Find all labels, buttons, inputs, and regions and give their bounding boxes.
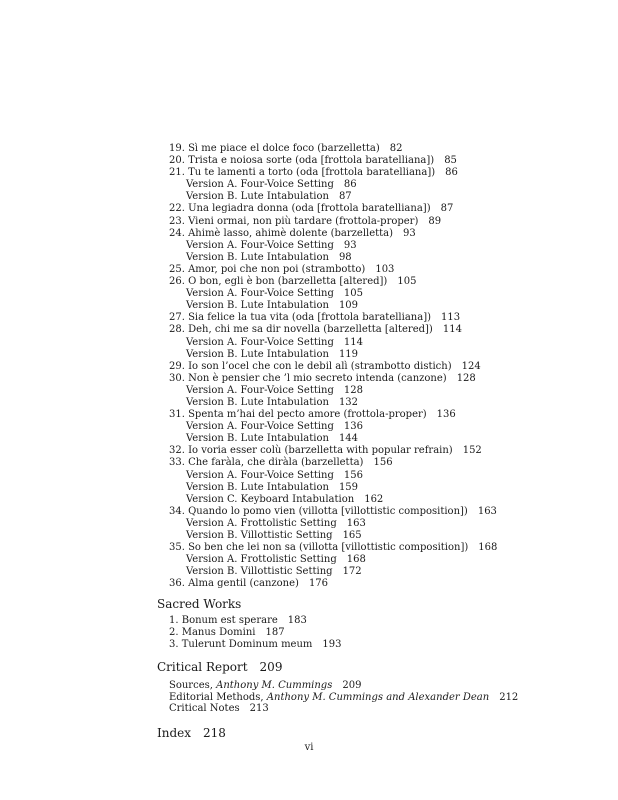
version-label: Version A. Four-Voice Setting (186, 469, 334, 481)
entry-title: 22. Una legiadra donna (oda [frottola baratelliana]) (169, 203, 431, 215)
entry-page: 168 (478, 542, 498, 554)
entry-title: 1. Bonum est sperare (169, 615, 278, 626)
version-page: 93 (343, 239, 357, 251)
entry-page: 82 (389, 143, 403, 154)
critical-report-heading-text: Critical Report (157, 660, 248, 674)
version-entry (169, 433, 609, 445)
version-page: 168 (346, 554, 366, 566)
toc-entry (169, 542, 609, 554)
version-label: Version A. Frottolistic Setting (186, 554, 337, 566)
toc-entry (169, 143, 609, 155)
version-page: 86 (343, 179, 357, 191)
version-page: 128 (343, 384, 363, 396)
entry-page: 156 (373, 457, 393, 469)
toc-entry (169, 312, 609, 324)
entry-page: 209 (342, 680, 362, 691)
entry-page: 113 (441, 312, 461, 324)
critical-entry (169, 692, 518, 704)
version-label: Version A. Four-Voice Setting (186, 239, 334, 251)
entry-page: 176 (308, 578, 329, 590)
version-entry (169, 240, 609, 252)
sacred-entry (169, 639, 341, 651)
version-entry (169, 397, 609, 409)
version-page: 132 (338, 396, 359, 408)
entry-page: 193 (322, 639, 342, 650)
toc-entry (169, 373, 609, 385)
version-entry (169, 482, 609, 494)
entry-page: 89 (428, 215, 442, 227)
version-page: 159 (338, 481, 359, 493)
version-entry (169, 337, 609, 349)
critical-entry (169, 703, 518, 715)
secular-works-list (169, 143, 609, 590)
entry-title: 29. Io son l’ocel che con le debil alì (strambotto distich) (169, 360, 452, 372)
entry-page: 124 (461, 360, 481, 372)
entry-page: 212 (499, 691, 519, 703)
entry-title: 27. Sia felice la tua vita (oda [frottola baratelliana]) (169, 312, 431, 324)
entry-page: 86 (445, 167, 458, 179)
toc-entry (169, 445, 609, 457)
entry-title: 19. Sì me piace el dolce foco (barzelletta) (169, 143, 380, 154)
toc-entry (169, 155, 609, 167)
version-label: Version B. Lute Intabulation (186, 396, 329, 408)
toc-entry (169, 216, 609, 228)
entry-page: 128 (456, 372, 476, 384)
version-entry (169, 252, 609, 264)
entry-title: 30. Non è pensier che ’l mio secreto intenda (canzone) (169, 372, 447, 384)
entry-title: 34. Quando lo pomo vien (villotta [villottistic composition]) (169, 505, 468, 517)
index-heading (157, 726, 226, 740)
version-page: 109 (338, 300, 359, 312)
index-heading-text: Index (157, 726, 192, 740)
toc-entry (169, 409, 609, 421)
toc-entry (169, 167, 609, 179)
entry-title: 28. Deh, chi me sa dir novella (barzelletta [altered]) (169, 324, 433, 336)
toc-entry (169, 361, 609, 373)
version-entry (169, 421, 609, 433)
version-page: 98 (338, 251, 352, 263)
entry-title: Critical Notes (169, 703, 240, 715)
entry-title: 21. Tu te lamenti a torto (oda [frottola baratelliana]) (169, 167, 436, 179)
index-page: 218 (203, 726, 226, 740)
entry-page: 213 (249, 703, 269, 715)
version-entry (169, 530, 609, 542)
toc-entry (169, 324, 609, 336)
entry-page: 87 (440, 203, 454, 215)
toc-entry (169, 578, 609, 590)
entry-title: 32. Io voria esser colù (barzelletta with popular refrain) (169, 445, 453, 457)
toc-entry (169, 276, 609, 288)
version-entry (169, 494, 609, 506)
version-label: Version B. Lute Intabulation (186, 300, 329, 312)
version-page: 136 (343, 421, 363, 433)
version-label: Version A. Four-Voice Setting (186, 384, 334, 396)
critical-entry (169, 680, 518, 692)
entry-author: Anthony M. Cummings and Alexander Dean (266, 691, 490, 703)
entry-page: 152 (462, 445, 482, 457)
version-label: Version B. Lute Intabulation (186, 481, 329, 493)
entry-title: 36. Alma gentil (canzone) (169, 578, 299, 590)
version-label: Version A. Four-Voice Setting (186, 288, 334, 300)
version-entry (169, 554, 609, 566)
version-entry (169, 385, 609, 397)
entry-page: 163 (477, 505, 497, 517)
sacred-works-list (169, 615, 341, 651)
version-label: Version A. Frottolistic Setting (186, 517, 337, 529)
version-label: Version B. Lute Intabulation (186, 348, 329, 360)
toc-entry (169, 203, 609, 215)
sacred-works-heading-text: Sacred Works (157, 597, 242, 611)
entry-title: 20. Trista e noiosa sorte (oda [frottola baratelliana]) (169, 155, 435, 167)
version-page: 165 (342, 530, 362, 541)
entry-title: 26. O bon, egli è bon (barzelletta [altered]) (169, 276, 388, 288)
critical-report-list (169, 680, 518, 715)
toc-entry (169, 228, 609, 240)
entry-title: 3. Tulerunt Dominum meum (169, 639, 313, 650)
version-page: 87 (338, 191, 352, 203)
entry-title: Sources, (169, 680, 217, 691)
version-label: Version B. Lute Intabulation (186, 191, 329, 203)
version-label: Version B. Lute Intabulation (186, 433, 329, 445)
toc-entry (169, 264, 609, 276)
version-page: 172 (342, 566, 362, 578)
entry-page: 136 (436, 409, 456, 421)
entry-page: 105 (397, 276, 417, 288)
version-label: Version C. Keyboard Intabulation (186, 493, 355, 505)
entry-title: 2. Manus Domini (169, 627, 256, 638)
critical-report-page: 209 (259, 660, 283, 674)
version-label: Version B. Villottistic Setting (186, 530, 333, 541)
version-label: Version B. Villottistic Setting (186, 566, 333, 578)
version-page: 114 (343, 336, 363, 348)
sacred-works-heading (157, 597, 241, 611)
version-entry (169, 191, 609, 203)
entry-title: Editorial Methods, (169, 691, 267, 703)
version-entry (169, 179, 609, 191)
sacred-entry (169, 615, 341, 627)
version-page: 144 (338, 433, 359, 445)
critical-report-heading (157, 660, 282, 674)
version-page: 105 (343, 288, 363, 300)
toc-entry (169, 457, 609, 469)
version-label: Version B. Lute Intabulation (186, 251, 329, 263)
entry-title: 33. Che faràla, che diràla (barzelletta) (169, 457, 364, 469)
version-entry (169, 470, 609, 482)
entry-title: 31. Spenta m’hai del pecto amore (frottola-proper) (169, 409, 427, 421)
entry-page: 183 (287, 615, 307, 626)
entry-author: Anthony M. Cummings (216, 680, 333, 691)
entry-page: 93 (403, 227, 416, 239)
version-entry (169, 288, 609, 300)
version-page: 156 (343, 469, 363, 481)
entry-page: 114 (442, 324, 462, 336)
entry-title: 35. So ben che lei non sa (villotta [villottistic composition]) (169, 542, 469, 554)
version-entry (169, 300, 609, 312)
version-page: 163 (346, 517, 366, 529)
sacred-entry (169, 627, 341, 639)
entry-title: 24. Ahimè lasso, ahimè dolente (barzelletta) (169, 227, 394, 239)
version-entry (169, 349, 609, 361)
version-page: 119 (338, 348, 359, 360)
version-label: Version A. Four-Voice Setting (186, 179, 334, 191)
version-label: Version A. Four-Voice Setting (186, 336, 334, 348)
version-page: 162 (364, 493, 384, 505)
entry-page: 187 (265, 627, 285, 638)
entry-page: 85 (444, 155, 457, 167)
version-label: Version A. Four-Voice Setting (186, 421, 334, 433)
page-folio: vi (304, 742, 314, 753)
entry-title: 25. Amor, poi che non poi (strambotto) (169, 263, 366, 275)
version-entry (169, 566, 609, 578)
entry-title: 23. Vieni ormai, non più tardare (frottola-proper) (169, 215, 419, 227)
toc-entry (169, 506, 609, 518)
version-entry (169, 518, 609, 530)
entry-page: 103 (375, 263, 395, 275)
